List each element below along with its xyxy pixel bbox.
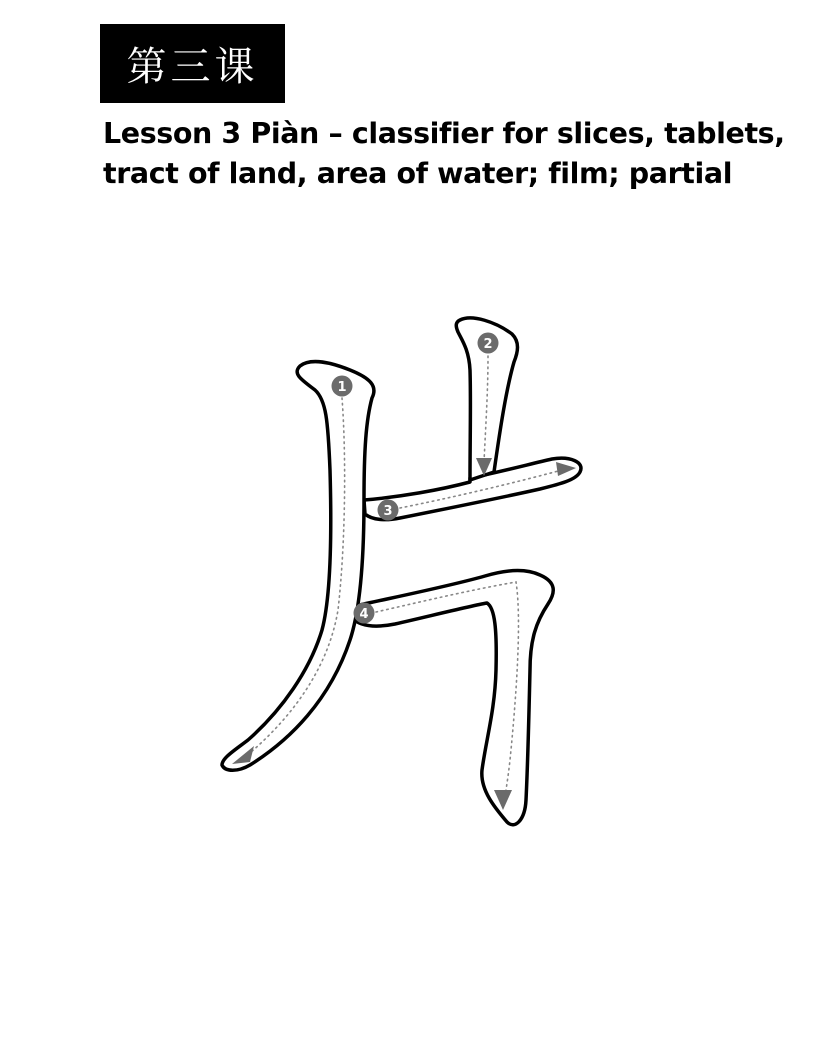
stroke-number-4 [354, 603, 375, 624]
lesson-badge-text: 第三课 [126, 44, 259, 90]
stroke-1-outline [222, 362, 374, 771]
stroke-number-1-label: 1 [337, 380, 347, 395]
stroke-number-3 [378, 500, 399, 521]
stroke-number-1 [332, 376, 353, 397]
stroke-number-2 [478, 333, 499, 354]
stroke-4-outline [352, 571, 553, 825]
lesson-title: Lesson 3 Piàn – classifier for slices, tablets, tract of land, area of water; film; partial [103, 117, 785, 190]
stroke-number-3-label: 3 [383, 504, 393, 519]
stroke-number-4-label: 4 [359, 607, 369, 622]
stroke-number-2-label: 2 [483, 337, 493, 352]
character-outline [222, 318, 581, 825]
